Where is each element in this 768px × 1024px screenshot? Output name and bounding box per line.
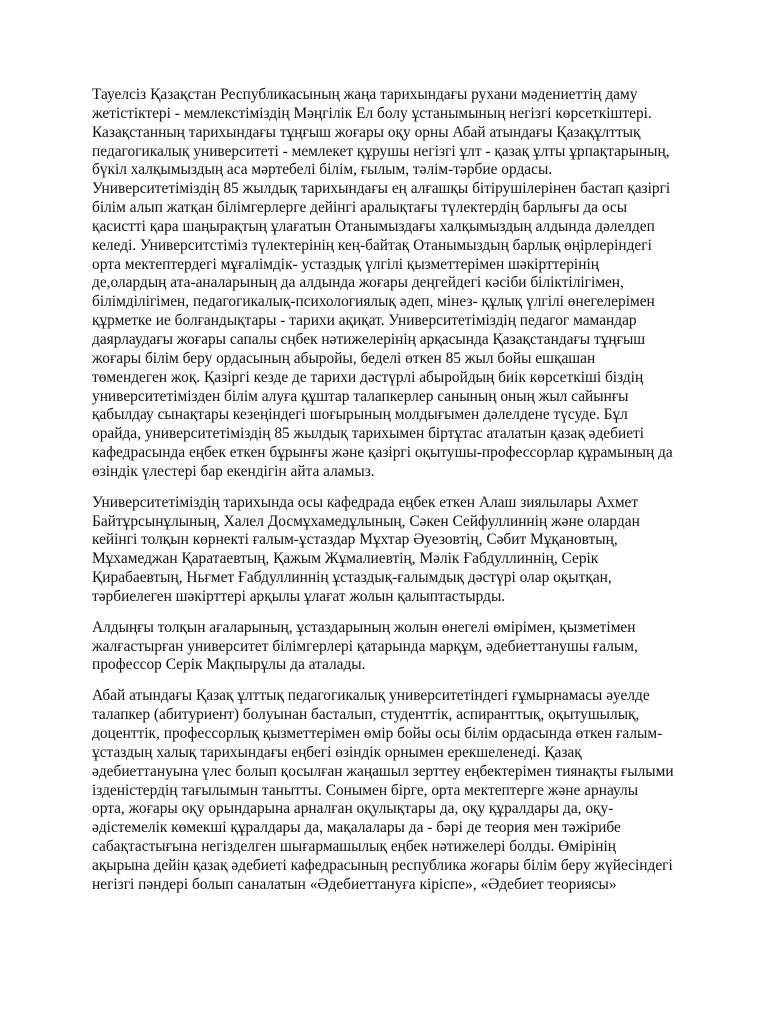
document-page [92,86,674,907]
paragraph-1: Тауелсіз Қазақстан Республикасының жаңа тарихындағы рухани мәдениеттің даму жетістіктері - мемлекстіміздің Мәңгілік Ел болу ұстанымының негізгі көрсеткіштері. Казақстанның тарихындағы тұңғыш жоғары оқу орны Абай атындағы Қазақұлттық педагогикалық университеті - мемлекет құрушы негізгі ұлт - қазақ ұлты ұрпақтарының, бүкіл халқымыздың аса мәртебелі білім, ғылым, тәлім-тәрбие ордасы. Университетіміздің 85 жылдық тарихындағы ең алғашқы бітірушілерінен бастап қазіргі білім алып жатқан білімгерлерге дейінгі аралықтағы түлектердің барлығы да осы қасистті қара шаңырақтың ұлағатын Отанымыздағы халқымыздың алдында дәлелдеп келеді. Университстіміз түлектерінің кең-байтақ Отанымыздың барлық өңірлеріндегі орта мектептердегі мұғалімдік- устаздық үлгілі қызметтерімен шәкірттерінің де,олардың ата-аналарының да алдында жоғары деңгейдегі кәсіби біліктілігімен, білімділігімен, педагогикалық-психологиялық әдеп, мінез- құлық үлгілі өнегелерімен құрметке ие болғандықтары - тарихи ақиқат. Университетіміздің педагог мамандар даярлаудағы жоғары сапалы сңбек нәтижелерінің арқасында Қазақстандағы тұңғыш жоғары білім беру ордасының абыройы, беделі өткен 85 жыл бойы ешқашан төмендеген жоқ. Қазіргі кезде де тарихи дәстүрлі абыройдың биік көрсеткіші біздің университетімізден білім алуға құштар талапкерлер санының оның жыл сайынғы қабылдау сынақтары кезеңіндегі шоғырының молдығымен дәлелдене түсуде. Бұл орайда, университетіміздің 85 жылдық тарихымен біртұтас аталатын қазақ әдебиеті кафедрасында еңбек еткен бұрынғы және қазіргі оқытушы-профессорлар құрамының да өзіндік үлестері бар екендігін айта аламыз. [92,86,673,480]
paragraph-4: Абай атындағы Қазақ ұлттық педагогикалық университетіндегі ғұмырнамасы әуелде талапкер (абитуриент) болуынан басталып, студенттік, аспиранттық, оқытушылық, доценттік, профессорлық қызметтерімен өмір бойы осы білім ордасында өткен ғалым-ұстаздың халық тарихындағы еңбегі өзіндік орнымен ерекшеленеді. Қазақ әдебиеттануына үлес болып қосылған жаңашыл зерттеу еңбектерімен тиянақты ғылыми ізденістердің тағылымын танытты. Сонымен бірге, орта мектептерге және арнаулы орта, жоғары оқу орындарына арналған оқулықтары да, оқу құралдары да, оқу-әдістемелік көмекші құралдары да, мақалалары да - бәрі де теория мен тәжірибе сабақтастығына негізделген шығармашылық еңбек нәтижелері болды. Өмірінің ақырына дейін қазақ әдебиеті кафедрасының республика жоғары білім беру жүйесіндегі негізгі пәндері болып саналатын «Әдебиеттануға кіріспе», «Әдебиет теориясы» [92,687,674,893]
paragraph-2: Университетіміздің тарихында осы кафедрада еңбек еткен Алаш зиялылары Ахмет Байтұрсынұлының, Халел Досмұхамедұлының, Сәкен Сейфуллиннің және олардан кейінгі толқын көрнекті ғалым-ұстаздар Мұхтар Әуезовтің, Сәбит Мұқановтың, Мұхамеджан Қаратаевтың, Қажым Жұмалиевтің, Мәлік Ғабдуллиннің, Серік Қирабаевтың, Ньғмет Ғабдуллиннің ұстаздық-ғалымдық дәстүрі олар оқытқан, тәрбиелеген шәкірттері арқылы ұлағат жолын қалыптастырды. [92,493,640,605]
paragraph-3: Алдыңғы толқын ағаларының, ұстаздарының жолын өнегелі өмірімен, қызметімен жалғастырған университет білімгерлері қатарында марқұм, әдебиеттанушы ғалым, профессор Серік Мақпырұлы да аталады. [92,618,638,674]
